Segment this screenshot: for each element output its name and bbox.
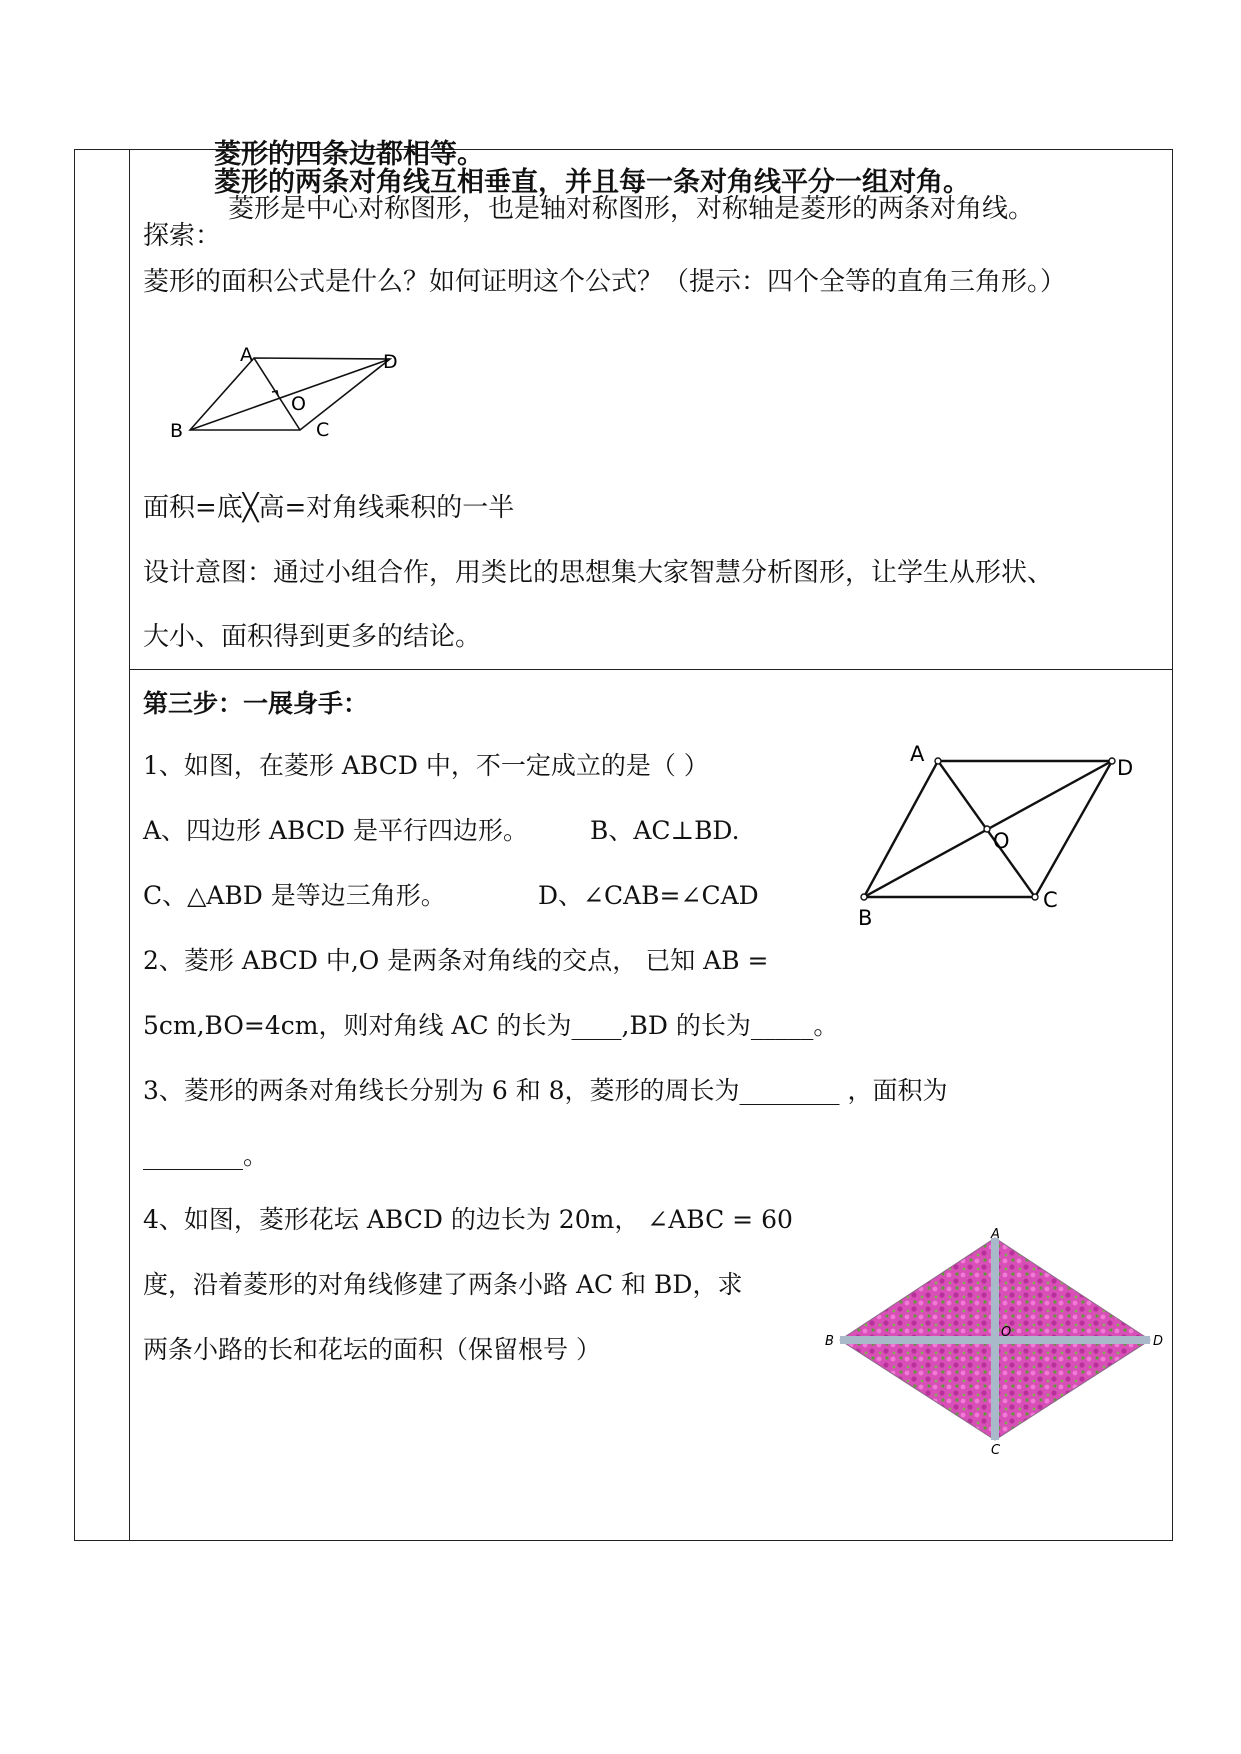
table-left-column-divider bbox=[129, 149, 130, 1541]
question-4-line1: 4、如图，菱形花坛 ABCD 的边长为 20m， ∠ABC = 60 bbox=[143, 1205, 793, 1234]
question-2-line2: 5cm,BO=4cm，则对角线 AC 的长为____,BD 的长为_____。 bbox=[143, 1011, 839, 1040]
rhombus-1-diagonal-bd bbox=[190, 359, 390, 430]
fig3-label-d: D bbox=[1153, 1334, 1164, 1349]
fig1-label-d: D bbox=[383, 351, 398, 373]
question-1-option-a: A、四边形 ABCD 是平行四边形。 bbox=[143, 816, 529, 845]
question-1: 1、如图，在菱形 ABCD 中，不一定成立的是（ ） bbox=[143, 751, 709, 780]
question-4-line3: 两条小路的长和花坛的面积（保留根号 ） bbox=[143, 1335, 601, 1364]
fig3-label-o: O bbox=[1001, 1325, 1012, 1340]
fig2-label-a: A bbox=[910, 742, 925, 766]
fig1-label-b: B bbox=[170, 420, 184, 442]
question-2-line1: 2、菱形 ABCD 中,O 是两条对角线的交点， 已知 AB = bbox=[143, 946, 769, 975]
question-1-option-b: B、AC⊥BD. bbox=[590, 816, 740, 845]
fig3-label-c: C bbox=[991, 1443, 1001, 1458]
fig1-label-a: A bbox=[240, 344, 253, 366]
explore-question: 菱形的面积公式是什么？如何证明这个公式？（提示：四个全等的直角三角形。） bbox=[143, 267, 1067, 297]
fig1-label-o: O bbox=[291, 393, 306, 415]
right-angle-mark bbox=[272, 391, 278, 396]
explore-label: 探索： bbox=[143, 221, 222, 251]
section-heading: 第三步：一展身手： bbox=[143, 689, 369, 718]
fig3-label-a: A bbox=[991, 1227, 1000, 1242]
fig2-label-b: B bbox=[858, 906, 873, 930]
design-intent-line1: 设计意图：通过小组合作，用类比的思想集大家智慧分析图形，让学生从形状、 bbox=[143, 558, 1054, 588]
fig2-label-o: O bbox=[993, 829, 1010, 853]
question-3-line2: ________。 bbox=[143, 1141, 269, 1170]
question-4-line2: 度，沿着菱形的对角线修建了两条小路 AC 和 BD，求 bbox=[143, 1270, 743, 1299]
area-formula: 面积=底╳高=对角线乘积的一半 bbox=[143, 493, 515, 523]
fig1-label-c: C bbox=[316, 419, 330, 441]
design-intent-line2: 大小、面积得到更多的结论。 bbox=[143, 622, 482, 652]
rhombus-figure-2 bbox=[850, 735, 1150, 935]
question-3-line1: 3、菱形的两条对角线长分别为 6 和 8，菱形的周长为________ ，面积为 bbox=[143, 1076, 948, 1105]
table-row-divider bbox=[129, 669, 1173, 670]
question-1-option-c: C、△ABD 是等边三角形。 bbox=[143, 881, 446, 910]
property-symmetry: 菱形是中心对称图形，也是轴对称图形，对称轴是菱形的两条对角线。 bbox=[228, 194, 1035, 224]
property-diagonals: 菱形的两条对角线互相垂直，并且每一条对角线平分一组对角。 bbox=[214, 167, 970, 198]
fig3-label-b: B bbox=[825, 1334, 834, 1349]
fig2-label-d: D bbox=[1117, 756, 1134, 780]
fig2-label-c: C bbox=[1043, 888, 1058, 912]
question-1-option-d: D、∠CAB=∠CAD bbox=[538, 881, 759, 910]
flower-bed-figure bbox=[820, 1227, 1164, 1458]
property-sides: 菱形的四条边都相等。 bbox=[214, 139, 484, 170]
rhombus-figure-1 bbox=[160, 335, 420, 445]
